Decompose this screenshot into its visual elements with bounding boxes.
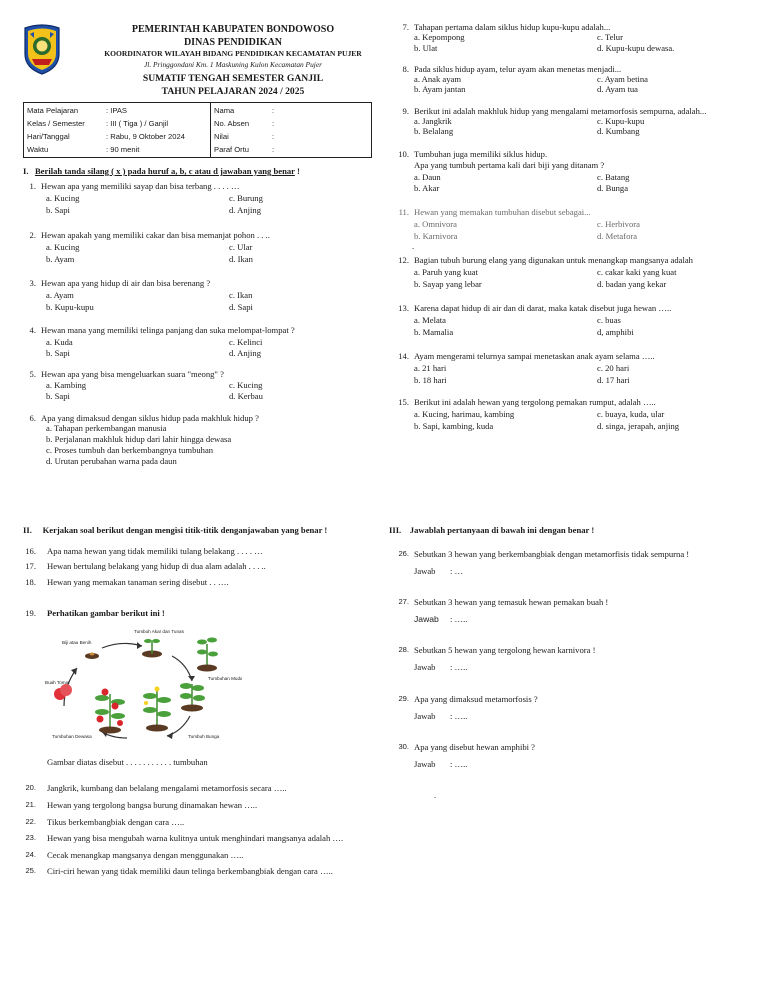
question-27 bbox=[389, 597, 749, 627]
question-25 bbox=[16, 866, 366, 878]
option-a[interactable]: a. Ayam bbox=[46, 290, 74, 300]
answer-label: Jawab bbox=[414, 759, 436, 769]
parent-sign-field[interactable]: : bbox=[272, 145, 275, 154]
absen-field[interactable]: : bbox=[272, 119, 275, 128]
question-stem: Hewan yang bisa mengubah warna kulitnya untuk menghindari mangsanya adalah …. bbox=[47, 833, 344, 843]
question-5 bbox=[16, 369, 366, 409]
question-number: 25. bbox=[25, 866, 36, 875]
answer-label: Jawab bbox=[414, 614, 439, 624]
exam-year: TAHUN PELAJARAN 2024 / 2025 bbox=[161, 86, 305, 97]
option-c[interactable]: c. Ular bbox=[229, 242, 253, 252]
option-d[interactable]: d, amphibi bbox=[597, 327, 634, 337]
option-c[interactable]: c. Ayam betina bbox=[597, 74, 648, 84]
identity-value: : IPAS bbox=[106, 106, 127, 115]
section1-instruction: Berilah tanda silang ( x ) pada huruf a, b, c atau d jawaban yang benar bbox=[34, 166, 295, 176]
question-number: 14. bbox=[398, 351, 409, 361]
question-stem: Hewan mana yang memiliki telinga panjang dan suka melompat-lompat ? bbox=[41, 325, 295, 335]
answer-label: Jawab bbox=[414, 711, 436, 721]
identity-row bbox=[24, 118, 371, 130]
name-field[interactable]: : bbox=[272, 106, 275, 115]
question-22 bbox=[16, 817, 366, 829]
question-stem: Bagian tubuh burung elang yang digunakan untuk menangkap mangsanya adalah bbox=[414, 255, 693, 265]
question-stem: Berikut ini adalah hewan yang tergolong pemakan rumput, adalah ….. bbox=[414, 397, 656, 407]
option-c[interactable]: c. 20 hari bbox=[597, 363, 630, 373]
option-d[interactable]: d. Sapi bbox=[229, 302, 253, 312]
option-d[interactable]: d. Ayam tua bbox=[597, 84, 638, 94]
question-number: 18. bbox=[25, 577, 36, 587]
option-a[interactable]: a. Kucing bbox=[46, 193, 80, 203]
option-d[interactable]: d. Ikan bbox=[229, 254, 253, 264]
question-stem: Ayam mengerami telurnya sampai menetaskan anak ayam selama ….. bbox=[414, 351, 655, 361]
section3-instruction: Jawablah pertanyaan di bawah ini dengan benar ! bbox=[409, 525, 595, 535]
question-17 bbox=[16, 561, 366, 573]
question-number: 6. bbox=[29, 413, 36, 423]
question-number: 2. bbox=[29, 230, 36, 240]
option-b[interactable]: b. Belalang bbox=[414, 126, 454, 136]
question-10 bbox=[389, 149, 749, 197]
question-stem: Ciri-ciri hewan yang tidak memiliki daun telinga berkembangbiak dengan cara ….. bbox=[47, 866, 333, 876]
option-b[interactable]: b. 18 hari bbox=[414, 375, 447, 385]
option-d[interactable]: d. Kumbang bbox=[597, 126, 640, 136]
question-number: 28. bbox=[398, 645, 409, 654]
question-14 bbox=[389, 351, 749, 387]
option-d[interactable]: d. Kerbau bbox=[229, 391, 263, 401]
option-a[interactable]: a. Kuda bbox=[46, 337, 73, 347]
question-number: 10. bbox=[398, 149, 409, 159]
identity-label: No. Absen bbox=[214, 119, 250, 128]
answer-label: Jawab bbox=[414, 662, 436, 672]
question-stem: Hewan yang memakan tumbuhan disebut sebagai... bbox=[414, 207, 591, 217]
question-16 bbox=[16, 546, 366, 558]
label-roots-shoots: Tumbuh Akar dan Tunas bbox=[134, 629, 184, 634]
option-a[interactable]: a. Jangkrik bbox=[414, 116, 452, 126]
answer-field[interactable]: : ….. bbox=[450, 711, 468, 721]
question-number: 23. bbox=[25, 833, 36, 842]
label-flowering: Tumbuh Bunga bbox=[188, 734, 220, 739]
section1-title bbox=[23, 166, 300, 177]
question-26 bbox=[389, 549, 749, 579]
question-number: 30. bbox=[398, 742, 409, 751]
question-number: 9. bbox=[402, 106, 409, 116]
question-number: 11. bbox=[398, 207, 409, 217]
option-a[interactable]: a. Kepompong bbox=[414, 32, 465, 42]
question-stem: Hewan yang memakan tanaman sering disebut . . …. bbox=[47, 577, 229, 587]
question-stem: Sebutkan 3 hewan yang temasuk hewan pemakan buah ! bbox=[414, 597, 609, 607]
option-c[interactable]: c. cakar kaki yang kuat bbox=[597, 267, 677, 277]
option-a[interactable]: a. Melata bbox=[414, 315, 446, 325]
header-agency: DINAS PENDIDIKAN bbox=[183, 37, 283, 48]
identity-label: Waktu bbox=[27, 145, 49, 154]
option-d[interactable]: d. Urutan perubahan warna pada daun bbox=[46, 456, 177, 466]
option-a[interactable]: a. Kambing bbox=[46, 380, 87, 390]
label-seed: Biji atau Benih bbox=[62, 640, 92, 645]
question-20 bbox=[16, 783, 366, 795]
question-12 bbox=[389, 255, 759, 291]
question-stem: Tahapan pertama dalam siklus hidup kupu-kupu adalah... bbox=[414, 22, 611, 32]
option-b[interactable]: b. Sapi, kambing, kuda bbox=[414, 421, 494, 431]
option-a[interactable]: a. Kucing bbox=[46, 242, 80, 252]
trailing-dot: . bbox=[434, 790, 437, 800]
question-3 bbox=[16, 278, 366, 318]
option-b[interactable]: b. Akar bbox=[414, 183, 440, 193]
question-number: 1. bbox=[29, 181, 36, 191]
option-c[interactable]: c. Batang bbox=[597, 172, 630, 182]
question-stem: Sebutkan 5 hewan yang tergolong hewan karnivora ! bbox=[414, 645, 596, 655]
question-stem: Hewan apa yang memiliki sayap dan bisa terbang . . . . … bbox=[41, 181, 240, 191]
question-number: 29. bbox=[398, 694, 409, 703]
question-stem: Hewan apa yang hidup di air dan bisa berenang ? bbox=[41, 278, 211, 288]
question-stem: Apa yang dimaksud metamorfosis ? bbox=[414, 694, 538, 704]
option-a[interactable]: a. 21 hari bbox=[414, 363, 447, 373]
option-b[interactable]: b. Sayap yang lebar bbox=[414, 279, 482, 289]
stray-dot: . bbox=[412, 241, 415, 251]
option-b[interactable]: b. Sapi bbox=[46, 348, 70, 358]
option-b[interactable]: b. Ulat bbox=[414, 43, 438, 53]
option-b[interactable]: b. Kupu-kupu bbox=[46, 302, 94, 312]
question-stem: Hewan bertulang belakang yang hidup di dua alam adalah . . . .. bbox=[47, 561, 266, 571]
question-8 bbox=[389, 64, 749, 100]
score-field[interactable]: : bbox=[272, 132, 275, 141]
question-4 bbox=[16, 325, 366, 365]
answer-label: Jawab bbox=[414, 566, 436, 576]
option-c[interactable]: c. Telur bbox=[597, 32, 623, 42]
identity-label: Hari/Tanggal bbox=[27, 132, 70, 141]
question-stem: Hewan yang tergolong bangsa burung dinamakan hewan ….. bbox=[47, 800, 258, 810]
question-stem: Perhatikan gambar berikut ini ! bbox=[47, 608, 165, 618]
question-24 bbox=[16, 850, 366, 862]
option-a[interactable]: a. Anak ayam bbox=[414, 74, 462, 84]
option-b[interactable]: b. Karnivora bbox=[414, 231, 458, 241]
option-d[interactable]: d. 17 hari bbox=[597, 375, 630, 385]
option-d[interactable]: d. singa, jerapah, anjing bbox=[597, 421, 680, 431]
section3-title bbox=[389, 525, 594, 536]
question-stem: Berikut ini adalah makhluk hidup yang mengalami metamorfosis sempurna, adalah... bbox=[414, 106, 707, 116]
identity-value: : Rabu, 9 Oktober 2024 bbox=[106, 132, 185, 141]
question-15 bbox=[389, 397, 749, 433]
question-11 bbox=[389, 207, 749, 247]
option-d[interactable]: d. Metafora bbox=[597, 231, 638, 241]
question-number: 22. bbox=[25, 817, 36, 826]
option-c[interactable]: c. Kelinci bbox=[229, 337, 263, 347]
question-number: 16. bbox=[25, 546, 36, 556]
label-young-plant: Tumbuhan Muda bbox=[208, 676, 242, 681]
option-d[interactable]: d. Anjing bbox=[229, 348, 261, 358]
question-number: 12. bbox=[398, 255, 409, 265]
option-c[interactable]: c. Kucing bbox=[229, 380, 263, 390]
question-30 bbox=[389, 742, 749, 772]
question-28 bbox=[389, 645, 749, 675]
question-23 bbox=[16, 833, 366, 845]
label-adult-plant: Tumbuhan Dewasa bbox=[52, 734, 92, 739]
option-b[interactable]: b. Mamalia bbox=[414, 327, 454, 337]
option-c[interactable]: c. buaya, kuda, ular bbox=[597, 409, 665, 419]
option-a[interactable]: a. Paruh yang kuat bbox=[414, 267, 478, 277]
identity-row bbox=[24, 144, 371, 156]
question-number: 26. bbox=[398, 549, 409, 558]
question-stem: Cecak menangkap mangsanya dengan menggunakan ….. bbox=[47, 850, 244, 860]
identity-label: Nama bbox=[214, 106, 235, 115]
question-number: 5. bbox=[29, 369, 36, 379]
header-address: Jl. Pringgondani Km. 1 Maskuning Kulon Kecamatan Pujer bbox=[144, 60, 322, 69]
section1-instruction-end: ! bbox=[296, 166, 300, 176]
question-1 bbox=[16, 181, 366, 221]
option-c[interactable]: c. Proses tumbuh dan berkembangnya tumbuhan bbox=[46, 445, 214, 455]
question-29 bbox=[389, 694, 749, 724]
image-caption: Gambar diatas disebut . . . . . . . . . . . tumbuhan bbox=[47, 757, 208, 767]
question-stem: Sebutkan 3 hewan yang berkembangbiak dengan metamorfisis tidak sempurna ! bbox=[414, 549, 690, 559]
identity-label: Paraf Ortu bbox=[214, 145, 250, 154]
question-number: 15. bbox=[398, 397, 409, 407]
option-a[interactable]: a. Kucing, harimau, kambing bbox=[414, 409, 515, 419]
section3-numeral: III. bbox=[389, 525, 402, 535]
option-b[interactable]: b. Ayam bbox=[46, 254, 75, 264]
option-d[interactable]: d. badan yang kekar bbox=[597, 279, 667, 289]
question-stem: Tumbuhan juga memiliki siklus hidup. bbox=[414, 149, 548, 159]
question-number: 21. bbox=[25, 800, 36, 809]
answer-field[interactable]: : ….. bbox=[450, 614, 468, 624]
question-21 bbox=[16, 800, 366, 812]
answer-field[interactable]: : … bbox=[450, 566, 464, 576]
option-b[interactable]: b. Sapi bbox=[46, 391, 70, 401]
tomato-life-cycle-image bbox=[42, 626, 242, 750]
question-number: 24. bbox=[25, 850, 36, 859]
exam-title: SUMATIF TENGAH SEMESTER GANJIL bbox=[142, 73, 324, 84]
identity-row bbox=[24, 105, 371, 117]
question-6 bbox=[16, 413, 366, 469]
question-stem: Apa yang disebut hewan amphibi ? bbox=[414, 742, 535, 752]
question-number: 3. bbox=[29, 278, 36, 288]
identity-value: : III ( Tiga ) / Ganjil bbox=[106, 119, 169, 128]
question-number: 20. bbox=[25, 783, 36, 792]
question-stem: Tikus berkembangbiak dengan cara ….. bbox=[47, 817, 185, 827]
option-b[interactable]: b. Ayam jantan bbox=[414, 84, 466, 94]
identity-label: Nilai bbox=[214, 132, 229, 141]
identity-row bbox=[24, 131, 371, 143]
identity-label: Mata Pelajaran bbox=[27, 106, 79, 115]
option-c[interactable]: c. buas bbox=[597, 315, 621, 325]
question-9 bbox=[389, 106, 749, 142]
question-stem: Jangkrik, kumbang dan belalang mengalami metamorfosis secara ….. bbox=[47, 783, 287, 793]
question-stem: Pada siklus hidup ayam, telur ayam akan menetas menjadi... bbox=[414, 64, 622, 74]
section2-title bbox=[23, 525, 327, 536]
question-number: 19. bbox=[25, 608, 36, 618]
option-b[interactable]: b. Sapi bbox=[46, 205, 70, 215]
section2-instruction: Kerjakan soal berikut dengan mengisi titik-titik denganjawaban yang benar ! bbox=[42, 525, 328, 535]
option-c[interactable]: c. Burung bbox=[229, 193, 263, 203]
question-7 bbox=[389, 22, 749, 58]
answer-field[interactable]: : ….. bbox=[450, 662, 468, 672]
question-stem: Apa nama hewan yang tidak memiliki tulang belakang . . . . … bbox=[47, 546, 263, 556]
option-c[interactable]: c. Kupu-kupu bbox=[597, 116, 645, 126]
identity-box bbox=[23, 102, 372, 158]
section2-numeral: II. bbox=[23, 525, 32, 535]
question-number: 17. bbox=[25, 561, 36, 571]
question-stem: Hewan apa yang bisa mengeluarkan suara "meong" ? bbox=[41, 369, 224, 379]
question-2 bbox=[16, 230, 366, 270]
option-c[interactable]: c. Ikan bbox=[229, 290, 253, 300]
question-number: 4. bbox=[29, 325, 36, 335]
option-c[interactable]: c. Herbivora bbox=[597, 219, 640, 229]
header-government: PEMERINTAH KABUPATEN BONDOWOSO bbox=[131, 24, 335, 35]
header-coordinator: KOORDINATOR WILAYAH BIDANG PENDIDIKAN KECAMATAN PUJER bbox=[104, 49, 362, 58]
option-d[interactable]: d. Bunga bbox=[597, 183, 629, 193]
option-d[interactable]: d. Kupu-kupu dewasa. bbox=[597, 43, 675, 53]
option-d[interactable]: d. Anjing bbox=[229, 205, 261, 215]
question-stem: Hewan apakah yang memiliki cakar dan bisa memanjat pohon . . .. bbox=[41, 230, 270, 240]
section1-numeral: I. bbox=[23, 166, 29, 176]
option-a[interactable]: a. Tahapan perkembangan manusia bbox=[46, 423, 167, 433]
question-number: 13. bbox=[398, 303, 409, 313]
question-stem: Apa yang dimaksud dengan siklus hidup pada makhluk hidup ? bbox=[41, 413, 259, 423]
option-a[interactable]: a. Daun bbox=[414, 172, 441, 182]
identity-value: : 90 menit bbox=[106, 145, 140, 154]
option-b[interactable]: b. Perjalanan makhluk hidup dari lahir hingga dewasa bbox=[46, 434, 232, 444]
question-19 bbox=[16, 608, 366, 620]
question-stem: Karena dapat hidup di air dan di darat, maka katak disebut juga hewan ….. bbox=[414, 303, 672, 313]
question-13 bbox=[389, 303, 749, 339]
option-a[interactable]: a. Omnivora bbox=[414, 219, 457, 229]
regency-emblem-icon bbox=[22, 24, 62, 76]
question-number: 7. bbox=[402, 22, 409, 32]
identity-label: Kelas / Semester bbox=[27, 119, 85, 128]
question-stem-2: Apa yang tumbuh pertama kali dari biji yang ditanam ? bbox=[414, 160, 605, 170]
label-fruit: Buah Tomat bbox=[45, 680, 70, 685]
question-number: 8. bbox=[402, 64, 409, 74]
answer-field[interactable]: : ….. bbox=[450, 759, 468, 769]
question-18 bbox=[16, 577, 366, 589]
question-number: 27. bbox=[398, 597, 409, 606]
